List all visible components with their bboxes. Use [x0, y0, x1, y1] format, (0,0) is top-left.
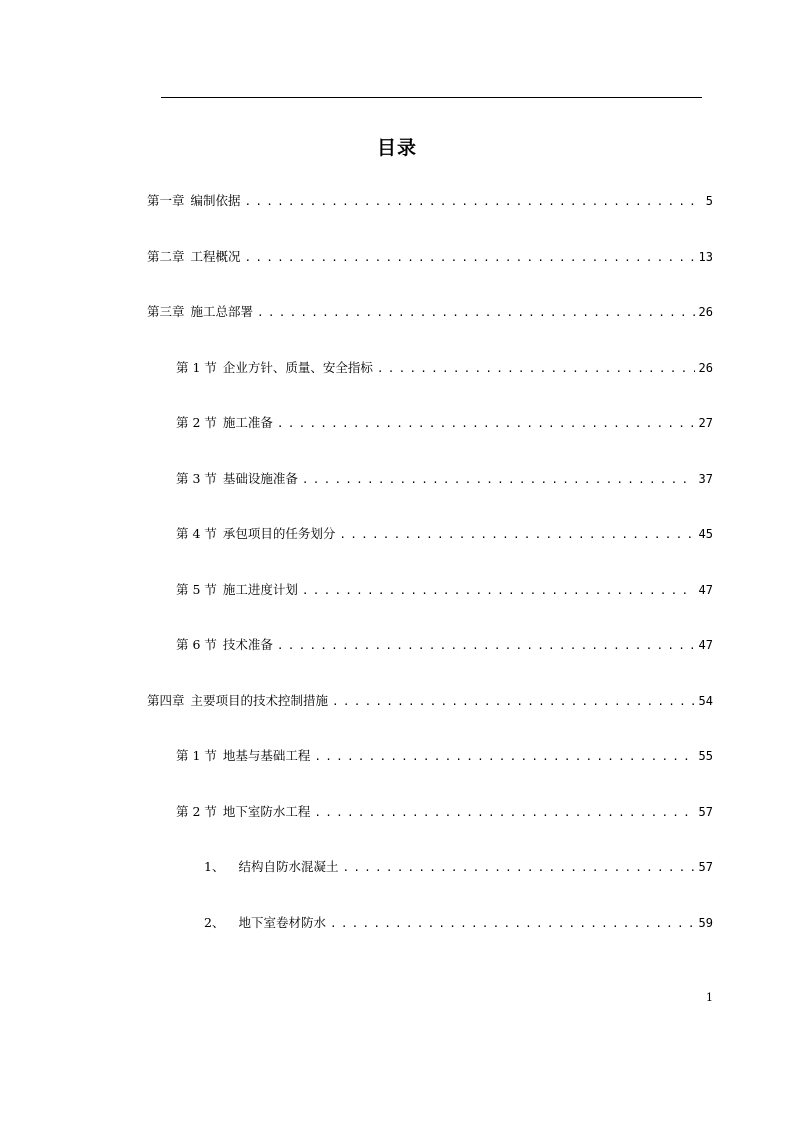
toc-entry-item-4-2-1[interactable] [204, 858, 713, 876]
toc-entry-label: 承包项目的任务划分 [222, 526, 336, 541]
toc-entry-label: 结构自防水混凝土 [238, 859, 339, 874]
toc-entry-prefix: 第 3 节 [176, 471, 217, 486]
toc-entry-prefix: 第 1 节 [176, 360, 217, 375]
toc-entry-page: 5 [705, 194, 713, 208]
dot-leader [332, 693, 695, 710]
toc-entry-label: 工程概况 [190, 249, 241, 264]
toc-entry-label: 编制依据 [190, 193, 241, 208]
toc-entry-prefix: 第一章 [147, 193, 185, 208]
toc-entry-section-3-6[interactable] [176, 636, 713, 654]
toc-entry-prefix: 第 2 节 [176, 804, 217, 819]
toc-entry-chapter-4[interactable] [147, 692, 713, 710]
toc-entry-page: 26 [698, 305, 713, 319]
dot-leader [314, 804, 694, 821]
toc-entry-page: 26 [698, 361, 713, 375]
toc-entry-page: 37 [698, 472, 713, 486]
toc-entry-label: 地下室防水工程 [222, 804, 311, 819]
dot-leader [330, 915, 695, 932]
toc-entry-label: 技术准备 [222, 637, 273, 652]
toc-entry-section-3-1[interactable] [176, 359, 713, 377]
toc-entry-prefix: 第 5 节 [176, 582, 217, 597]
toc-entry-label: 地下室卷材防水 [238, 915, 326, 930]
toc-entry-prefix: 第 2 节 [176, 415, 217, 430]
toc-entry-section-4-2[interactable] [176, 803, 713, 821]
toc-entry-chapter-2[interactable] [147, 248, 713, 266]
toc-entry-page: 47 [698, 638, 713, 652]
toc-entry-label: 施工总部署 [190, 304, 254, 319]
dot-leader [245, 249, 695, 266]
toc-entry-prefix: 第三章 [147, 304, 185, 319]
dot-leader [257, 304, 695, 321]
dot-leader [339, 526, 694, 543]
toc-entry-section-4-1[interactable] [176, 747, 713, 765]
toc-entry-prefix: 第二章 [147, 249, 185, 264]
toc-entry-page: 57 [698, 860, 713, 874]
toc-entry-item-4-2-2[interactable] [204, 914, 713, 932]
toc-entry-prefix: 第 6 节 [176, 637, 217, 652]
toc-entry-label: 施工进度计划 [222, 582, 298, 597]
toc-entry-prefix: 第 1 节 [176, 748, 217, 763]
toc-entry-label: 地基与基础工程 [222, 748, 311, 763]
toc-entry-chapter-3[interactable] [147, 303, 713, 321]
toc-entry-label: 基础设施准备 [222, 471, 298, 486]
toc-entry-label: 施工准备 [222, 415, 273, 430]
dot-leader [277, 637, 695, 654]
toc-entry-chapter-1[interactable] [147, 192, 713, 210]
toc-entry-prefix: 第 4 节 [176, 526, 217, 541]
toc-entry-label: 企业方针、质量、安全指标 [222, 360, 373, 375]
dot-leader [245, 193, 702, 210]
toc-entry-section-3-3[interactable] [176, 470, 713, 488]
dot-leader [377, 360, 695, 377]
dot-leader [302, 582, 695, 599]
dot-leader [277, 415, 695, 432]
toc-entry-page: 57 [698, 805, 713, 819]
toc-entry-page: 45 [698, 527, 713, 541]
dot-leader [342, 859, 694, 876]
toc-entry-page: 54 [698, 694, 713, 708]
toc-entry-section-3-4[interactable] [176, 525, 713, 543]
toc-entry-label: 主要项目的技术控制措施 [190, 693, 329, 708]
toc-entry-prefix: 第四章 [147, 693, 185, 708]
toc-entry-page: 27 [698, 416, 713, 430]
toc-entry-prefix: 2、 [204, 915, 225, 930]
toc-entry-page: 47 [698, 583, 713, 597]
toc-entry-page: 55 [698, 749, 713, 763]
page-number: 1 [706, 991, 713, 1004]
toc-entry-section-3-5[interactable] [176, 581, 713, 599]
dot-leader [302, 471, 695, 488]
toc-entry-prefix: 1、 [204, 859, 225, 874]
toc-entry-page: 13 [698, 250, 713, 264]
toc-entry-page: 59 [698, 916, 713, 930]
page-title: 目录 [376, 137, 417, 159]
toc-entry-section-3-2[interactable] [176, 414, 713, 432]
dot-leader [314, 748, 694, 765]
